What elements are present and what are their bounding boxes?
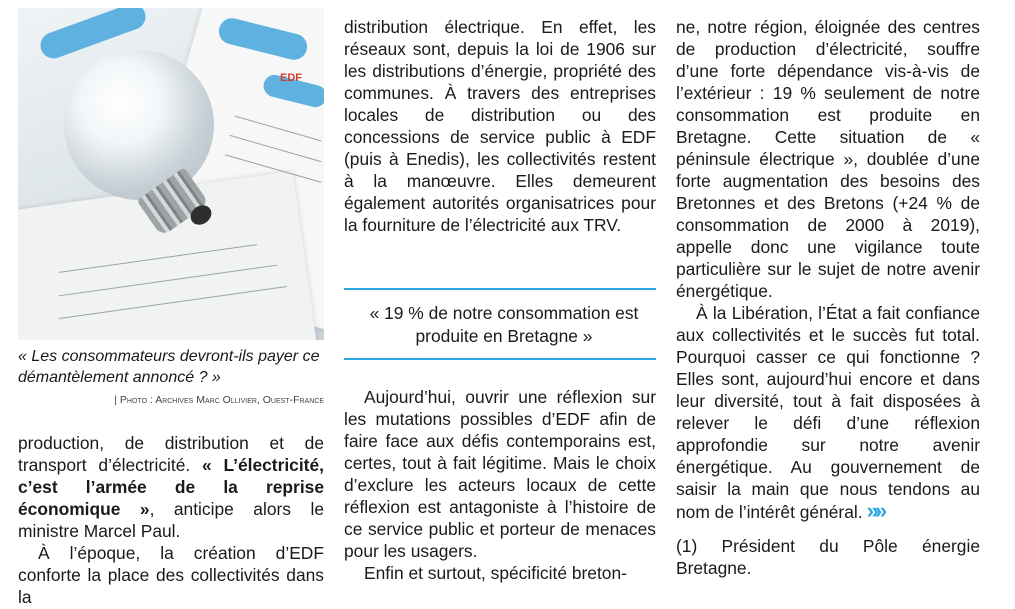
column-3 [676,16,980,579]
end-of-article-icon: »» [866,498,884,523]
column-2-continued [344,386,656,584]
quote-rule-top [344,288,656,290]
pull-quote-inline: « L’électricité, c’est l’armée de la reprise économique » [18,455,324,519]
photo-credit: | Photo : Archives Marc Ollivier, Ouest-France [114,394,324,406]
paragraph: ne, notre région, éloignée des centres de production d’électricité, souffre d’une forte dépendance vis-à-vis de l’extérieur : 19 % seulement de notre consommation est produite en Bretagne. Cette situation de « péninsule électrique », doublée d’une forte augmentation des besoins des Bretonnes et des Bretons (+24 % de consommation de 2000 à 2019), appelle donc une vigilance toute particulière sur le sujet de notre avenir énergétique. [676,17,980,301]
column-1 [18,432,324,608]
paragraph: distribution électrique. En effet, les réseaux sont, depuis la loi de 1906 sur les distributions d’énergie, propriété des communes. À travers des entreprises locales de distribution ou des concessions de service public à EDF (puis à Enedis), les collectivités restent à la manœuvre. Elles demeurent également autorités organisatrices pour la fourniture de l’électricité aux TRV. [344,17,656,235]
photo-caption: « Les consommateurs devront-ils payer ce démantèlement annoncé ? » [18,348,320,386]
text-run: À la Libération, l’État a fait confiance aux collectivités et le succès fut total. Pourquoi casser ce qui fonctionne ? Elles sont, aujourd’hui encore et dans leur diversité, tout à fait disposées à relever le défi d’une réflexion approfondie sur notre avenir énergétique. Au gouvernement de saisir la main que nous tendons au nom de l’intérêt général. [676,303,980,522]
paragraph: À l’époque, la création d’EDF conforte la place des collectivités dans la [18,543,324,607]
paragraph: Enfin et surtout, spécificité breton- [364,563,627,583]
text-run: , anticipe alors le ministre Marcel Paul. [18,499,324,541]
edf-logo: EDF [280,72,302,84]
text-run: production, de distribution et de transport d’électricité. [18,433,324,475]
footnote: (1) Président du Pôle énergie Bretagne. [676,536,980,578]
paragraph: Aujourd’hui, ouvrir une réflexion sur les mutations possibles d’EDF afin de faire face aux défis contemporains est, certes, tout à fait légitime. Mais le choix d’exclure les acteurs locaux de cette réflexion est antagoniste à l’histoire de ce service public et porteur de menaces pour les usagers. [344,387,656,561]
quote-rule-bottom [344,358,656,360]
article-photo [18,8,324,340]
pull-quote: « 19 % de notre consommation est produite en Bretagne » [369,303,639,346]
paragraph [676,302,980,523]
column-2 [344,16,656,236]
paragraph [18,432,324,542]
